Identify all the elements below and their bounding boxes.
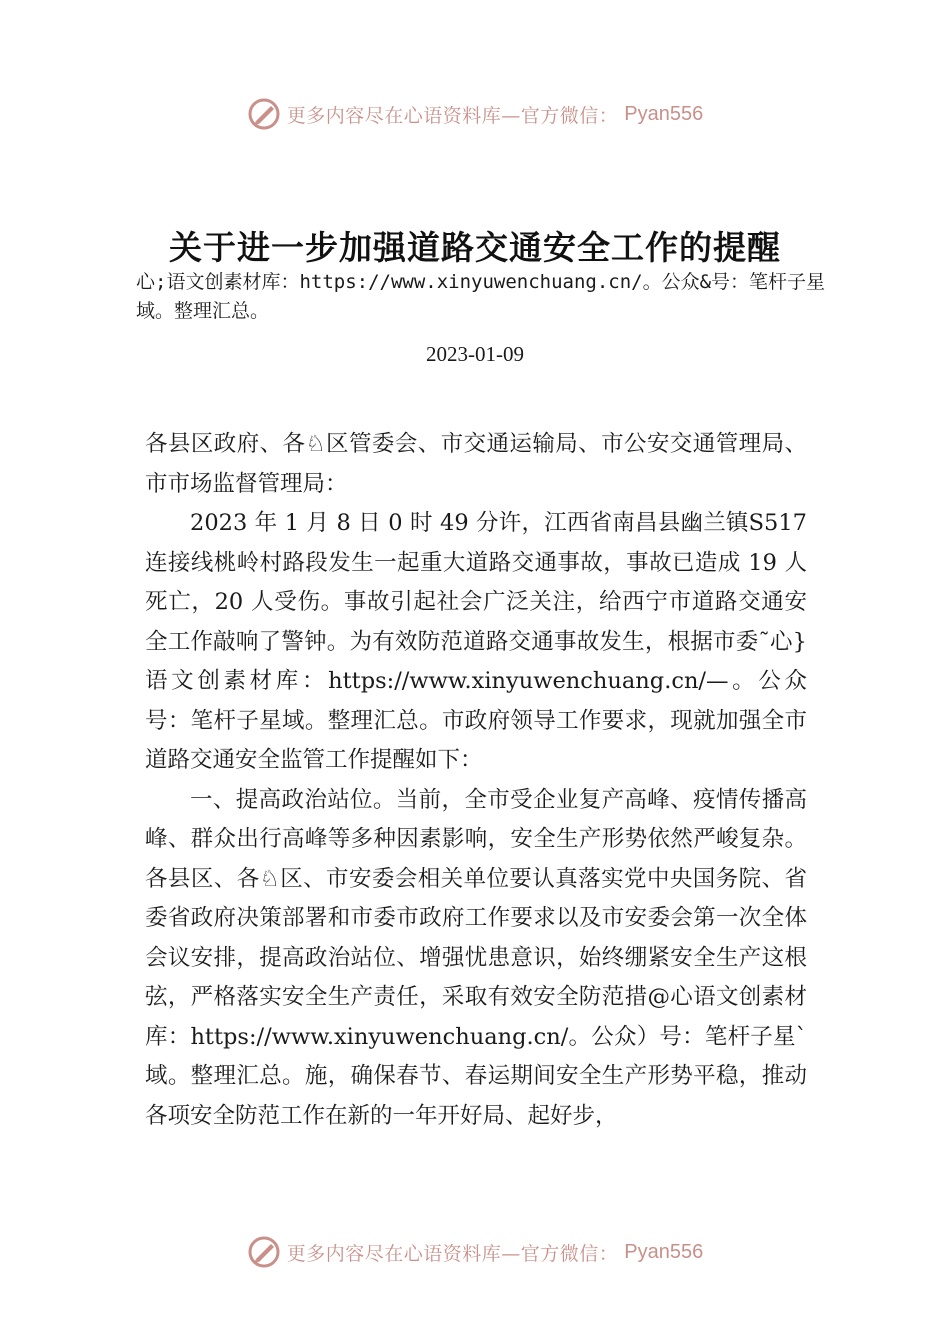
header-watermark	[0, 94, 950, 134]
body-paragraph: 一、提高政治站位。当前，全市受企业复产高峰、疫情传播高峰、群众出行高峰等多种因素影响，安全生产形势依然严峻复杂。各县区、各♘区、市安委会相关单位要认真落实党中央国务院、省委省政府决策部署和市委市政府工作要求以及市安委会第一次全体会议安排，提高政治站位、增强忧患意识，始终绷紧安全生产这根弦，严格落实安全生产责任，采取有效安全防范措@心语文创素材库：https://www.xinyuwenchuang.cn/。公众）号：笔杆子星`域。整理汇总。施，确保春节、春运期间安全生产形势平稳，推动各项安全防范工作在新的一年开好局、起好步，	[145, 786, 807, 1129]
footer-watermark	[0, 1232, 950, 1272]
addressee-paragraph: 各县区政府、各♘区管委会、市交通运输局、市公安交通管理局、市市场监督管理局：	[145, 431, 807, 497]
body-paragraph: 2023 年 1 月 8 日 0 时 49 分许，江西省南昌县幽兰镇S517 连接线桃岭村路段发生一起重大道路交通事故，事故已造成 19 人死亡，20 人受伤。事故引起社会广泛关注，给西宁市道路交通安全工作敲响了警钟。为有效防范道路交通事故发生，根据市委˜心}语文创素材库：https://www.xinyuwenchuang.cn/—。公众号：笔杆子星域。整理汇总。市政府领导工作要求，现就加强全市道路交通安全监管工作提醒如下：	[145, 510, 807, 773]
watermark-text: 更多内容尽在心语资料库—官方微信：	[286, 104, 619, 127]
document-title: 关于进一步加强道路交通安全工作的提醒	[169, 228, 781, 267]
watermark-wechat-id: Pyan556	[624, 1240, 704, 1263]
pen-seal-logo-icon	[247, 1235, 281, 1269]
source-note: 心;语文创素材库：https://www.xinyuwenchuang.cn/。公众&号：笔杆子星域。整理汇总。	[136, 271, 826, 322]
document-body	[145, 425, 807, 1136]
watermark-wechat-id: Pyan556	[624, 102, 704, 125]
watermark-text: 更多内容尽在心语资料库—官方微信：	[286, 1242, 619, 1265]
pen-seal-logo-icon	[247, 97, 281, 131]
document-date: 2023-01-09	[426, 342, 524, 366]
